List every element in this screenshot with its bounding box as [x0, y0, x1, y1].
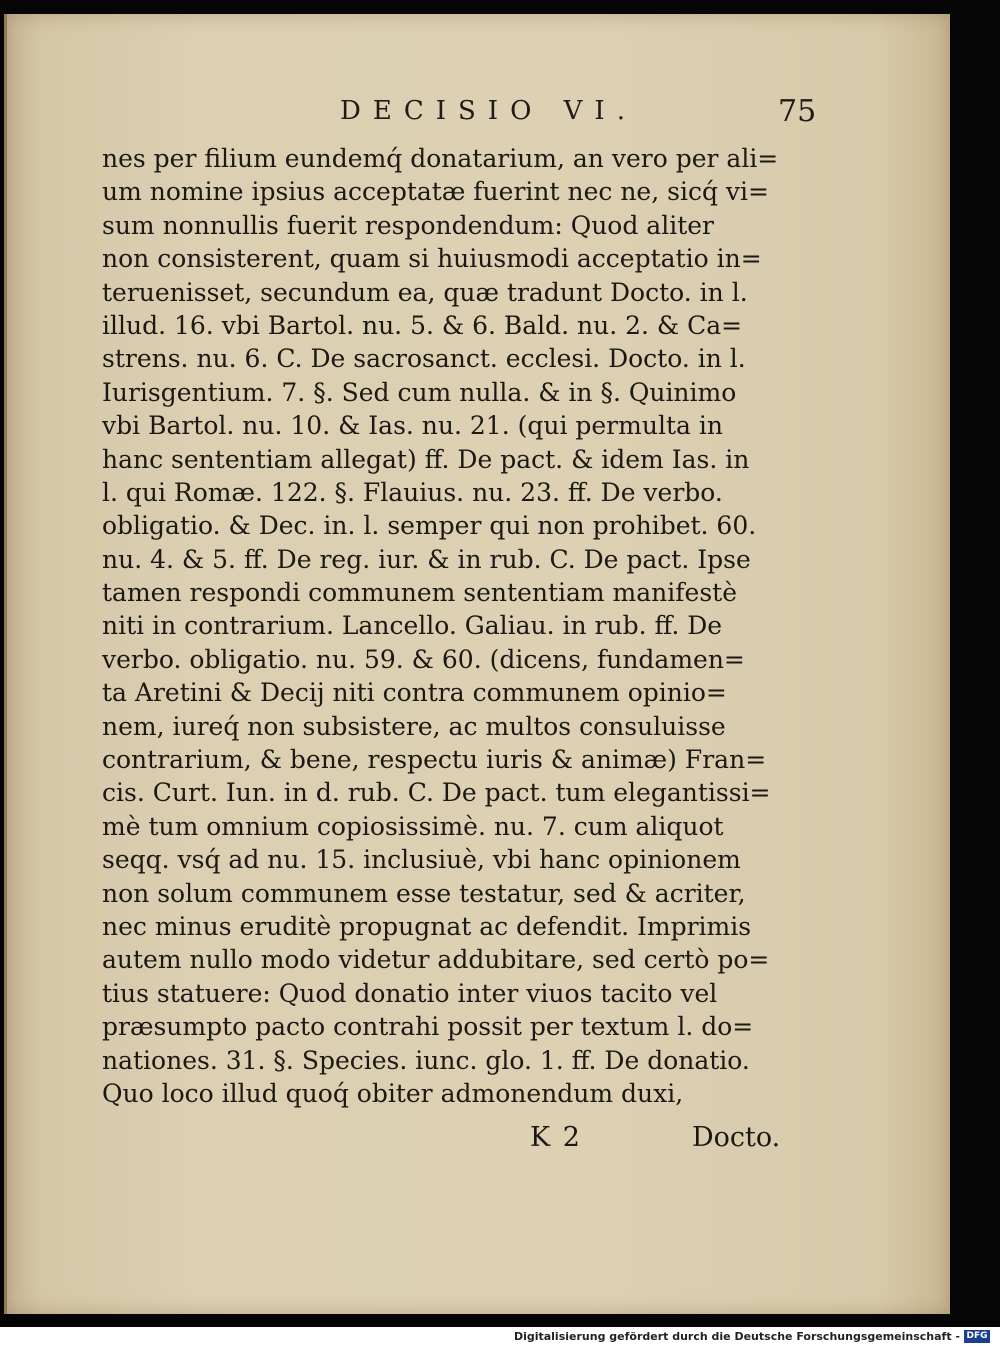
text-line: hanc sententiam allegat) ff. De pact. & idem Ias. in — [102, 444, 750, 474]
text-line: Iurisgentium. 7. §. Sed cum nulla. & in §. Quinimo — [102, 377, 737, 407]
text-line: cis. Curt. Iun. in d. rub. C. De pact. tum elegantissi= — [102, 778, 771, 808]
text-line: strens. nu. 6. C. De sacrosanct. ecclesi. Docto. in l. — [102, 344, 746, 374]
text-line: ta Aretini & Decij niti contra communem opinio= — [102, 678, 727, 708]
text-line: autem nullo modo videtur addubitare, sed certò po= — [102, 945, 770, 975]
funding-credit: Digitalisierung gefördert durch die Deutsche Forschungsgemeinschaft - — [513, 1330, 960, 1343]
text-line: nec minus eruditè propugnat ac defendit. Imprimis — [102, 911, 752, 941]
text-line: nes per filium eundemq́ donatarium, an vero per ali= — [102, 144, 779, 173]
text-line: præsumpto pacto contrahi possit per textum l. do= — [102, 1012, 754, 1042]
text-line: seqq. vsq́ ad nu. 15. inclusiuè, vbi hanc opinionem — [102, 845, 741, 875]
text-line: non solum communem esse testatur, sed & acriter, — [102, 878, 746, 908]
text-line: obligatio. & Dec. in. l. semper qui non prohibet. 60. — [102, 511, 757, 541]
page-number: 75 — [778, 94, 817, 129]
text-line: sum nonnullis fuerit respondendum: Quod aliter — [102, 210, 714, 240]
text-block — [102, 142, 802, 1110]
page-edge — [4, 14, 7, 1314]
text-line: tius statuere: Quod donatio inter viuos tacito vel — [102, 978, 718, 1008]
text-line: illud. 16. vbi Bartol. nu. 5. & 6. Bald. nu. 2. & Ca= — [102, 310, 743, 340]
text-line: vbi Bartol. nu. 10. & Ias. nu. 21. (qui permulta in — [102, 411, 723, 441]
dfg-logo-icon: DFG — [964, 1330, 990, 1343]
text-line: nationes. 31. §. Species. iunc. glo. 1. ff. De donatio. — [102, 1045, 750, 1075]
catchword: Docto. — [692, 1122, 781, 1153]
book-page — [4, 14, 950, 1314]
signature-mark: K 2 — [530, 1122, 582, 1153]
footer-bar — [0, 1327, 1000, 1347]
running-head: DECISIO VI. — [340, 96, 637, 126]
catchline — [102, 1122, 802, 1162]
text-line: nem, iureq́ non subsistere, ac multos consuluisse — [102, 711, 726, 741]
text-line: l. qui Romæ. 122. §. Flauius. nu. 23. ff. De verbo. — [102, 477, 723, 507]
text-line: Quo loco illud quoq́ obiter admonendum duxi, — [102, 1078, 684, 1108]
text-line: um nomine ipsius acceptatæ fuerint nec ne, sicq́ vi= — [102, 177, 769, 207]
text-line: verbo. obligatio. nu. 59. & 60. (dicens, fundamen= — [102, 644, 745, 674]
text-line: niti in contrarium. Lancello. Galiau. in rub. ff. De — [102, 611, 723, 641]
text-line: mè tum omnium copiosissimè. nu. 7. cum aliquot — [102, 811, 724, 841]
text-line: teruenisset, secundum ea, quæ tradunt Docto. in l. — [102, 277, 748, 307]
text-line: contrarium, & bene, respectu iuris & animæ) Fran= — [102, 745, 767, 775]
text-line: tamen respondi communem sententiam manifestè — [102, 578, 737, 608]
text-line: nu. 4. & 5. ff. De reg. iur. & in rub. C. De pact. Ipse — [102, 544, 751, 574]
text-line: non consisterent, quam si huiusmodi acceptatio in= — [102, 244, 762, 274]
